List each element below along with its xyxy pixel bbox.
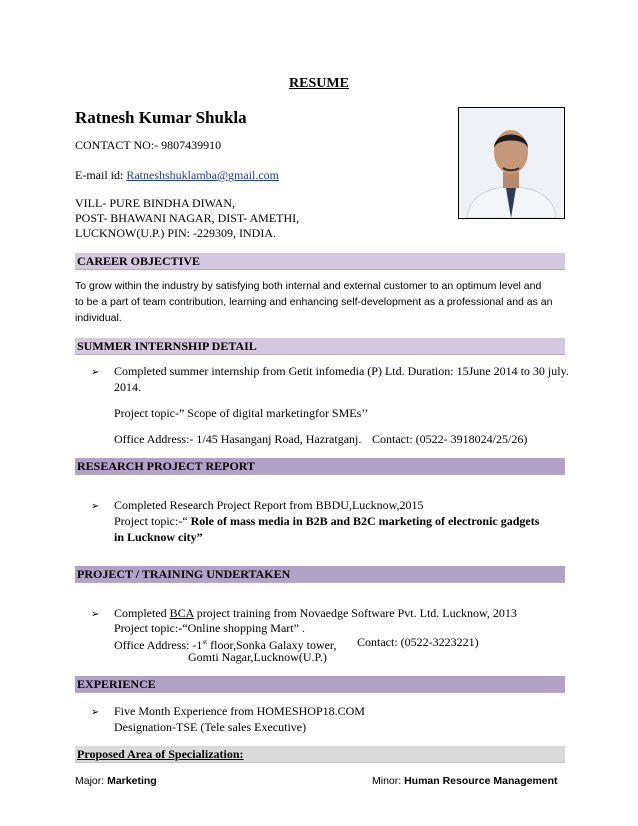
career-text-line-2: to be a part of team contribution, learning and enhancing self-development as a professional and as an [75,296,553,308]
specialization-heading: Proposed Area of Specialization: [75,746,565,763]
contact-phone: CONTACT NO:- 9807439910 [75,138,222,152]
internship-topic: Project topic-” Scope of digital marketingfor SMEs’’ [114,406,369,420]
internship-office: Office Address:- 1/45 Hasanganj Road, Hazratganj. [114,432,362,446]
internship-text-line-1: Completed summer internship from Getit infomedia (P) Ltd. Duration: 15June 2014 to 30 july. [114,364,569,378]
training-bca: BCA [169,606,194,620]
training-topic: Project topic:-“Online shopping Mart” . [114,621,305,635]
career-objective-heading: CAREER OBJECTIVE [75,253,565,270]
internship-contact: Contact: (0522- 3918024/25/26) [372,432,528,446]
research-heading: RESEARCH PROJECT REPORT [75,458,565,475]
minor-label: Minor: [372,775,405,787]
career-text-line-3: individual. [75,312,122,324]
address-line-1: VILL- PURE BINDHA DIWAN, [75,196,235,210]
research-topic-line-1 [114,514,539,529]
minor-value: Human Resource Management [404,775,558,787]
major-value: Marketing [107,775,157,787]
address-line-2: POST- BHAWANI NAGAR, DIST- AMETHI, [75,211,300,225]
training-text-post: project training from Novaedge Software Pvt. Ltd. Lucknow, 2013 [193,606,517,620]
arrowhead-bullet-icon: ➢ [91,501,100,512]
experience-text: Five Month Experience from HOMESHOP18.COM [114,704,365,718]
candidate-name: Ratnesh Kumar Shukla [75,108,247,127]
internship-text-line-2: 2014. [114,380,141,394]
internship-bullet [91,364,99,380]
training-office-sup: st [202,638,208,646]
training-text-pre: Completed [114,606,170,620]
training-office-line-2: Gomti Nagar,Lucknow(U.P.) [188,650,327,664]
email-label: E-mail id: [75,168,127,182]
resume-title: RESUME [289,76,349,91]
experience-heading: EXPERIENCE [75,676,565,693]
internship-heading: SUMMER INTERNSHIP DETAIL [75,338,565,355]
arrowhead-bullet-icon: ➢ [91,609,100,620]
career-text-line-1: To grow within the industry by satisfying both internal and external customer to an optimum level and [75,280,542,292]
training-bullet [91,606,99,622]
experience-bullet [91,704,99,720]
research-topic-title: Role of mass media in B2B and B2C marketing of electronic gadgets [190,514,540,528]
training-office-pre: Office Address: -1 [114,638,203,652]
arrowhead-bullet-icon: ➢ [91,707,100,718]
research-topic-prefix: Project topic:-“ [114,514,188,528]
arrowhead-bullet-icon: ➢ [91,367,100,378]
training-contact: Contact: (0522-3223221) [357,635,479,649]
major-line [75,774,157,789]
email-link[interactable]: Ratneshshuklamba@gmail.com [126,168,280,182]
training-office-post: floor,Sonka Galaxy tower, [207,638,337,652]
address-line-3: LUCKNOW(U.P.) PIN: -229309, INDIA. [75,226,276,240]
training-heading: PROJECT / TRAINING UNDERTAKEN [75,566,565,583]
profile-photo [458,107,565,219]
major-label: Major: [75,775,108,787]
research-bullet [91,498,99,514]
contact-email-line [75,168,279,183]
research-topic-line-2: in Lucknow city” [114,530,203,544]
training-text [114,606,517,621]
experience-designation: Designation-TSE (Tele sales Executive) [114,720,307,734]
research-text: Completed Research Project Report from BBDU,Lucknow,2015 [114,498,424,512]
minor-line [372,774,558,789]
